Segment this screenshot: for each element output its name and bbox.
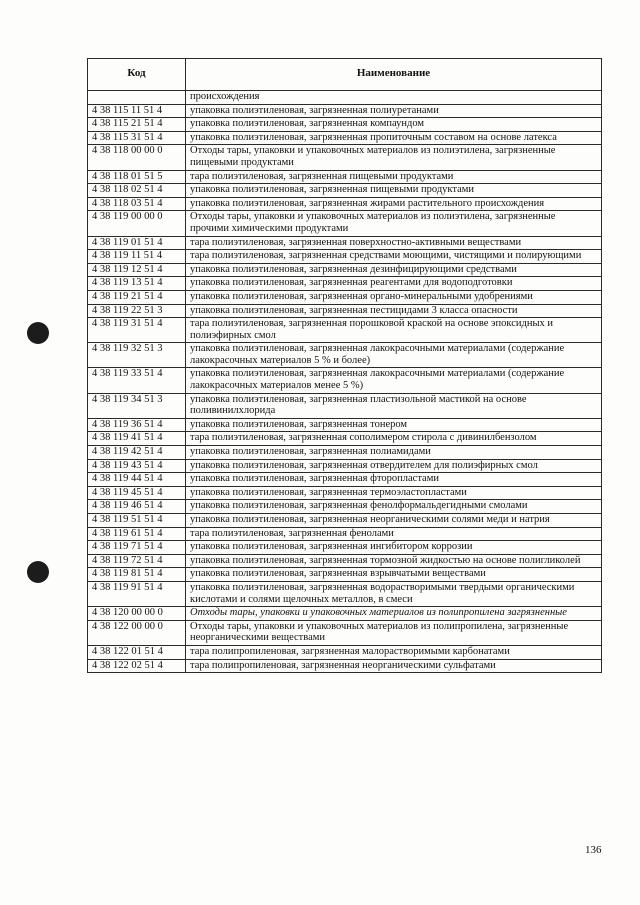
row-code: 4 38 122 02 51 4 — [88, 659, 186, 673]
row-code: 4 38 119 32 51 3 — [88, 343, 186, 368]
table-row — [88, 131, 602, 145]
table-row — [88, 459, 602, 473]
table-row — [88, 581, 602, 606]
row-code: 4 38 115 11 51 4 — [88, 104, 186, 118]
row-name: упаковка полиэтиленовая, загрязненная жирами растительного происхождения — [186, 197, 602, 211]
table-row — [88, 620, 602, 645]
table-row — [88, 184, 602, 198]
row-name: упаковка полиэтиленовая, загрязненная пропиточным составом на основе латекса — [186, 131, 602, 145]
row-name: упаковка полиэтиленовая, загрязненная пластизольной мастикой на основе поливинилхлорида — [186, 393, 602, 418]
row-name: упаковка полиэтиленовая, загрязненная ингибитором коррозии — [186, 541, 602, 555]
table-row — [88, 541, 602, 555]
row-name: Отходы тары, упаковки и упаковочных материалов из полипропилена загрязненные — [186, 607, 602, 621]
table-row — [88, 104, 602, 118]
row-code: 4 38 115 21 51 4 — [88, 118, 186, 132]
row-name: упаковка полиэтиленовая, загрязненная тонером — [186, 418, 602, 432]
table-row — [88, 118, 602, 132]
table-row — [88, 304, 602, 318]
table-row — [88, 343, 602, 368]
row-code: 4 38 118 01 51 5 — [88, 170, 186, 184]
row-name: тара полиэтиленовая, загрязненная средствами моющими, чистящими и полирующими — [186, 250, 602, 264]
waste-code-table — [87, 58, 602, 673]
row-name: упаковка полиэтиленовая, загрязненная лакокрасочными материалами (содержание лакокрасочных материалов менее 5 %) — [186, 368, 602, 393]
row-code: 4 38 122 01 51 4 — [88, 645, 186, 659]
row-code: 4 38 115 31 51 4 — [88, 131, 186, 145]
row-name: упаковка полиэтиленовая, загрязненная пестицидами 3 класса опасности — [186, 304, 602, 318]
table-row — [88, 659, 602, 673]
row-name: происхождения — [186, 91, 602, 105]
table-row — [88, 170, 602, 184]
table-row — [88, 368, 602, 393]
row-name: упаковка полиэтиленовая, загрязненная реагентами для водоподготовки — [186, 277, 602, 291]
table-row — [88, 500, 602, 514]
row-name: упаковка полиэтиленовая, загрязненная полиуретанами — [186, 104, 602, 118]
header-code: Код — [88, 59, 186, 91]
table-row — [88, 211, 602, 236]
row-code: 4 38 119 21 51 4 — [88, 290, 186, 304]
row-code: 4 38 118 00 00 0 — [88, 145, 186, 170]
punch-hole — [27, 561, 49, 583]
row-name: упаковка полиэтиленовая, загрязненная водорастворимыми твердыми органическими кислотами и солями щелочных металлов, в смеси — [186, 581, 602, 606]
header-name: Наименование — [186, 59, 602, 91]
row-code: 4 38 119 71 51 4 — [88, 541, 186, 555]
row-name: упаковка полиэтиленовая, загрязненная отвердителем для полиэфирных смол — [186, 459, 602, 473]
row-code: 4 38 119 13 51 4 — [88, 277, 186, 291]
row-code: 4 38 118 03 51 4 — [88, 197, 186, 211]
table-row — [88, 527, 602, 541]
row-name: Отходы тары, упаковки и упаковочных материалов из полиэтилена, загрязненные прочими химическими продуктами — [186, 211, 602, 236]
row-code: 4 38 119 00 00 0 — [88, 211, 186, 236]
row-code: 4 38 118 02 51 4 — [88, 184, 186, 198]
row-code: 4 38 119 43 51 4 — [88, 459, 186, 473]
table-header-row — [88, 59, 602, 91]
row-code: 4 38 119 01 51 4 — [88, 236, 186, 250]
table-row — [88, 473, 602, 487]
row-name: упаковка полиэтиленовая, загрязненная органо-минеральными удобрениями — [186, 290, 602, 304]
row-name: упаковка полиэтиленовая, загрязненная фторопластами — [186, 473, 602, 487]
row-code: 4 38 120 00 00 0 — [88, 607, 186, 621]
row-name: упаковка полиэтиленовая, загрязненная фенолформальдегидными смолами — [186, 500, 602, 514]
row-name: тара полипропиленовая, загрязненная неорганическими сульфатами — [186, 659, 602, 673]
row-code: 4 38 119 91 51 4 — [88, 581, 186, 606]
row-name: упаковка полиэтиленовая, загрязненная взрывчатыми веществами — [186, 568, 602, 582]
row-code: 4 38 119 41 51 4 — [88, 432, 186, 446]
row-code: 4 38 119 61 51 4 — [88, 527, 186, 541]
row-code: 4 38 119 11 51 4 — [88, 250, 186, 264]
row-code: 4 38 119 72 51 4 — [88, 554, 186, 568]
table-row — [88, 568, 602, 582]
row-name: тара полиэтиленовая, загрязненная пищевыми продуктами — [186, 170, 602, 184]
row-code: 4 38 119 31 51 4 — [88, 318, 186, 343]
table-row — [88, 250, 602, 264]
row-code: 4 38 119 51 51 4 — [88, 514, 186, 528]
table-row — [88, 432, 602, 446]
row-code: 4 38 119 34 51 3 — [88, 393, 186, 418]
table-row — [88, 197, 602, 211]
row-code: 4 38 119 36 51 4 — [88, 418, 186, 432]
table-row — [88, 486, 602, 500]
row-code: 4 38 119 44 51 4 — [88, 473, 186, 487]
table-row — [88, 446, 602, 460]
table-row — [88, 554, 602, 568]
row-code: 4 38 122 00 00 0 — [88, 620, 186, 645]
row-name: упаковка полиэтиленовая, загрязненная полиамидами — [186, 446, 602, 460]
table-row — [88, 607, 602, 621]
table-row — [88, 290, 602, 304]
table-row — [88, 514, 602, 528]
table-row — [88, 393, 602, 418]
row-code: 4 38 119 42 51 4 — [88, 446, 186, 460]
row-name: тара полиэтиленовая, загрязненная фенолами — [186, 527, 602, 541]
table-row — [88, 91, 602, 105]
row-code: 4 38 119 12 51 4 — [88, 263, 186, 277]
row-name: упаковка полиэтиленовая, загрязненная лакокрасочными материалами (содержание лакокрасочных материалов 5 % и более) — [186, 343, 602, 368]
row-code: 4 38 119 33 51 4 — [88, 368, 186, 393]
table-row — [88, 645, 602, 659]
row-code: 4 38 119 81 51 4 — [88, 568, 186, 582]
row-name: Отходы тары, упаковки и упаковочных материалов из полипропилена, загрязненные неорганическими веществами — [186, 620, 602, 645]
table-row — [88, 236, 602, 250]
row-name: упаковка полиэтиленовая, загрязненная компаундом — [186, 118, 602, 132]
row-name: тара полиэтиленовая, загрязненная поверхностно-активными веществами — [186, 236, 602, 250]
row-code: 4 38 119 22 51 3 — [88, 304, 186, 318]
punch-hole — [27, 322, 49, 344]
page-number: 136 — [585, 844, 602, 856]
row-name: упаковка полиэтиленовая, загрязненная тормозной жидкостью на основе полигликолей — [186, 554, 602, 568]
table-row — [88, 318, 602, 343]
table-row — [88, 263, 602, 277]
row-name: упаковка полиэтиленовая, загрязненная термоэластопластами — [186, 486, 602, 500]
row-code: 4 38 119 45 51 4 — [88, 486, 186, 500]
row-name: упаковка полиэтиленовая, загрязненная дезинфицирующими средствами — [186, 263, 602, 277]
row-name: тара полипропиленовая, загрязненная малорастворимыми карбонатами — [186, 645, 602, 659]
row-code: 4 38 119 46 51 4 — [88, 500, 186, 514]
row-name: упаковка полиэтиленовая, загрязненная пищевыми продуктами — [186, 184, 602, 198]
row-code — [88, 91, 186, 105]
table-row — [88, 418, 602, 432]
table-row — [88, 277, 602, 291]
row-name: Отходы тары, упаковки и упаковочных материалов из полиэтилена, загрязненные пищевыми продуктами — [186, 145, 602, 170]
row-name: упаковка полиэтиленовая, загрязненная неорганическими солями меди и натрия — [186, 514, 602, 528]
table-row — [88, 145, 602, 170]
row-name: тара полиэтиленовая, загрязненная сополимером стирола с дивинилбензолом — [186, 432, 602, 446]
row-name: тара полиэтиленовая, загрязненная порошковой краской на основе эпоксидных и полиэфирных смол — [186, 318, 602, 343]
